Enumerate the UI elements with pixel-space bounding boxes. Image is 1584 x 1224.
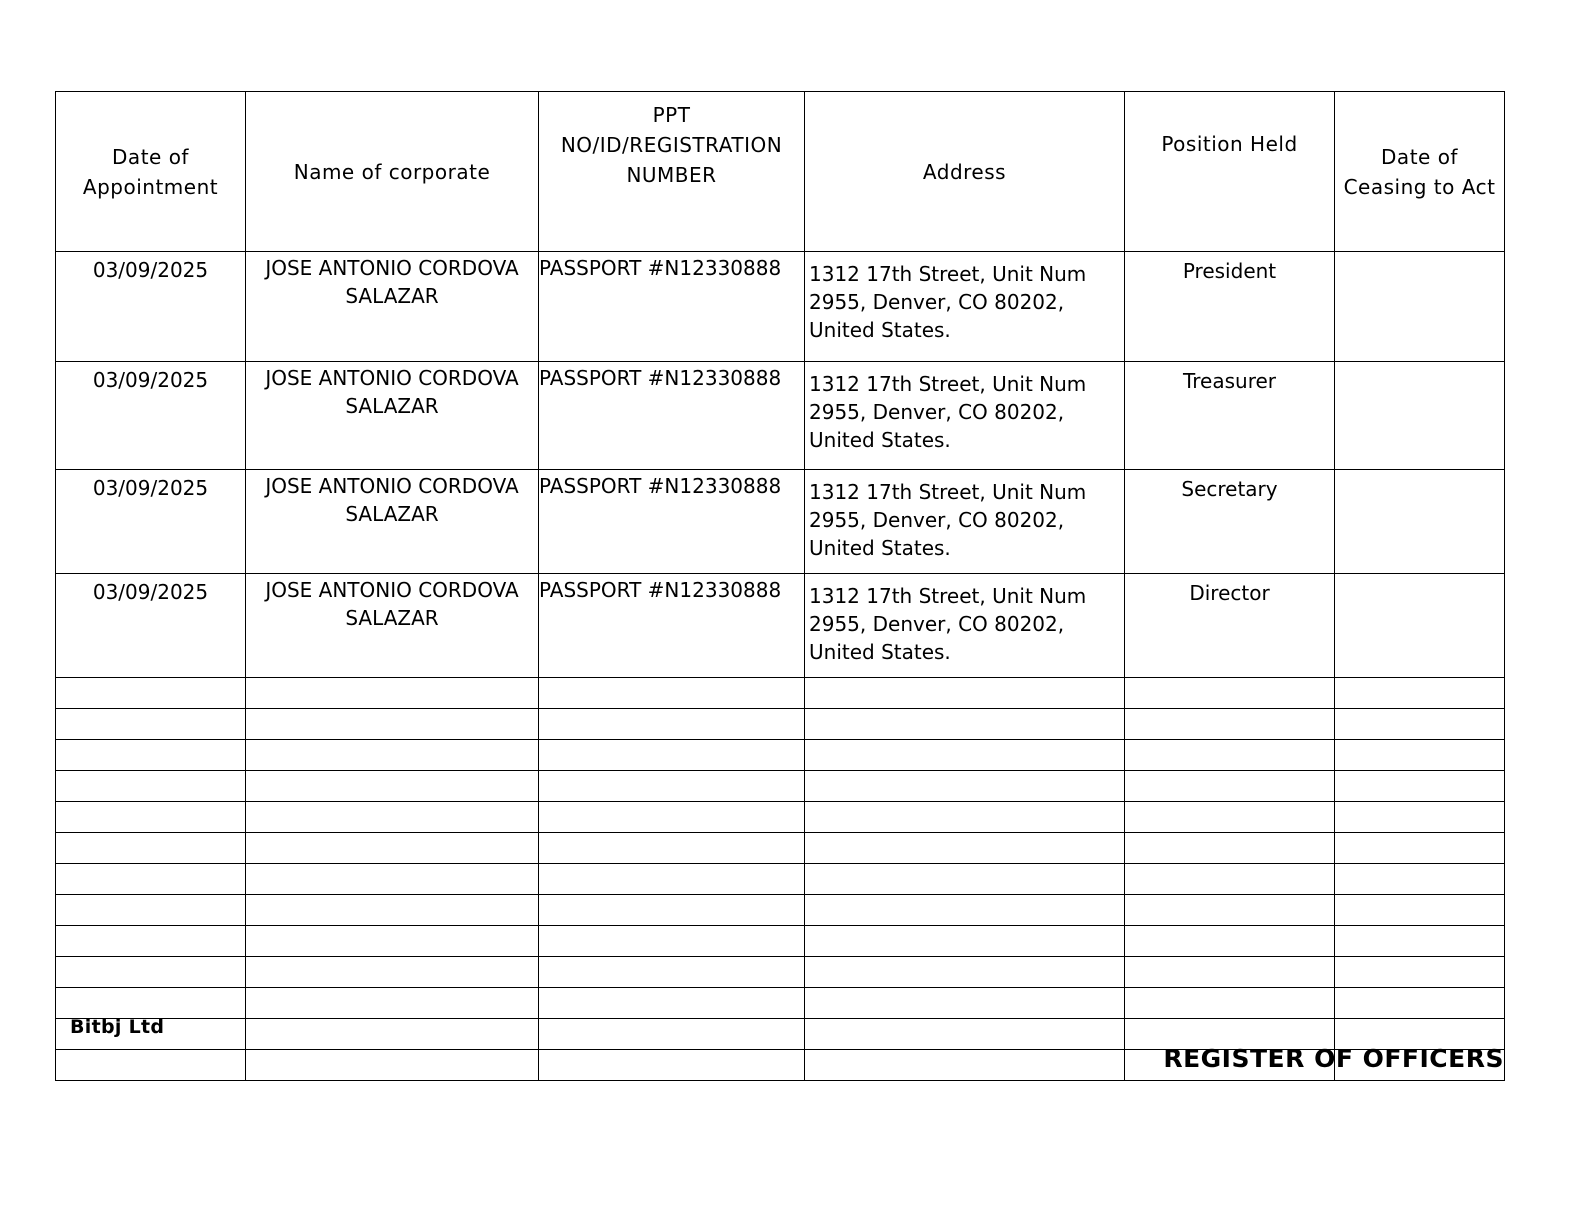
name-of-corporate-cell: JOSE ANTONIO CORDOVA SALAZAR [246, 574, 539, 678]
empty-table-row [56, 957, 1505, 988]
empty-cell [246, 1019, 539, 1050]
empty-cell [805, 771, 1125, 802]
empty-cell [246, 957, 539, 988]
empty-cell [246, 678, 539, 709]
empty-cell [539, 1050, 805, 1081]
date-of-ceasing-cell [1335, 252, 1505, 362]
empty-cell [539, 926, 805, 957]
empty-cell [1125, 709, 1335, 740]
empty-cell [56, 802, 246, 833]
empty-rows-group [56, 678, 1505, 1081]
id-number-cell: PASSPORT #N12330888 [539, 252, 805, 362]
empty-cell [56, 833, 246, 864]
empty-table-row [56, 678, 1505, 709]
empty-cell [539, 864, 805, 895]
empty-cell [246, 864, 539, 895]
header-id-number: PPT NO/ID/REGISTRATION NUMBER [539, 92, 805, 252]
empty-cell [246, 771, 539, 802]
empty-cell [1125, 802, 1335, 833]
empty-table-row [56, 740, 1505, 771]
empty-table-row [56, 771, 1505, 802]
empty-cell [805, 864, 1125, 895]
empty-cell [56, 895, 246, 926]
empty-cell [1335, 709, 1505, 740]
empty-cell [539, 1019, 805, 1050]
empty-cell [1335, 988, 1505, 1019]
date-of-appointment-cell: 03/09/2025 [56, 252, 246, 362]
empty-cell [1125, 771, 1335, 802]
empty-cell [1335, 833, 1505, 864]
header-date-of-ceasing: Date of Ceasing to Act [1335, 92, 1505, 252]
empty-cell [56, 678, 246, 709]
empty-cell [539, 833, 805, 864]
empty-cell [1125, 988, 1335, 1019]
empty-cell [805, 802, 1125, 833]
empty-cell [1125, 678, 1335, 709]
empty-cell [56, 771, 246, 802]
empty-cell [246, 926, 539, 957]
header-name-of-corporate: Name of corporate [246, 92, 539, 252]
name-of-corporate-cell: JOSE ANTONIO CORDOVA SALAZAR [246, 252, 539, 362]
table-row [56, 574, 1505, 678]
empty-cell [1125, 895, 1335, 926]
table-header-row [56, 92, 1505, 252]
empty-cell [539, 957, 805, 988]
empty-cell [539, 678, 805, 709]
empty-cell [246, 802, 539, 833]
position-held-cell: Secretary [1125, 470, 1335, 574]
position-held-cell: President [1125, 252, 1335, 362]
empty-cell [805, 1050, 1125, 1081]
date-of-appointment-cell: 03/09/2025 [56, 574, 246, 678]
empty-cell [539, 802, 805, 833]
empty-cell [1335, 740, 1505, 771]
empty-cell [805, 740, 1125, 771]
empty-cell [539, 709, 805, 740]
empty-cell [1125, 833, 1335, 864]
empty-cell [539, 895, 805, 926]
empty-cell [539, 771, 805, 802]
empty-cell [805, 957, 1125, 988]
empty-cell [246, 833, 539, 864]
address-cell: 1312 17th Street, Unit Num 2955, Denver, CO 80202, United States. [805, 574, 1125, 678]
empty-table-row [56, 895, 1505, 926]
empty-cell [56, 740, 246, 771]
empty-cell [1335, 926, 1505, 957]
empty-cell [1335, 957, 1505, 988]
position-held-cell: Director [1125, 574, 1335, 678]
empty-cell [539, 988, 805, 1019]
empty-cell [805, 926, 1125, 957]
empty-table-row [56, 709, 1505, 740]
id-number-cell: PASSPORT #N12330888 [539, 574, 805, 678]
id-number-cell: PASSPORT #N12330888 [539, 362, 805, 470]
date-of-ceasing-cell [1335, 574, 1505, 678]
empty-cell [805, 678, 1125, 709]
empty-cell [246, 709, 539, 740]
empty-table-row [56, 802, 1505, 833]
empty-cell [56, 709, 246, 740]
empty-cell [539, 740, 805, 771]
empty-table-row [56, 864, 1505, 895]
header-date-of-appointment: Date of Appointment [56, 92, 246, 252]
empty-cell [246, 988, 539, 1019]
empty-cell [1125, 740, 1335, 771]
empty-cell [1335, 802, 1505, 833]
address-cell: 1312 17th Street, Unit Num 2955, Denver, CO 80202, United States. [805, 362, 1125, 470]
date-of-ceasing-cell [1335, 470, 1505, 574]
empty-cell [56, 864, 246, 895]
register-title: REGISTER OF OFFICERS [1163, 1044, 1504, 1073]
empty-cell [56, 926, 246, 957]
empty-cell [1335, 678, 1505, 709]
name-of-corporate-cell: JOSE ANTONIO CORDOVA SALAZAR [246, 362, 539, 470]
empty-cell [1335, 895, 1505, 926]
empty-cell [805, 895, 1125, 926]
empty-cell [1125, 957, 1335, 988]
date-of-appointment-cell: 03/09/2025 [56, 362, 246, 470]
empty-table-row [56, 833, 1505, 864]
address-cell: 1312 17th Street, Unit Num 2955, Denver, CO 80202, United States. [805, 252, 1125, 362]
table-row [56, 252, 1505, 362]
empty-cell [246, 895, 539, 926]
empty-cell [56, 957, 246, 988]
date-of-appointment-cell: 03/09/2025 [56, 470, 246, 574]
empty-cell [805, 833, 1125, 864]
empty-table-row [56, 926, 1505, 957]
company-name: Bitbj Ltd [70, 1016, 165, 1038]
empty-cell [246, 740, 539, 771]
empty-cell [805, 709, 1125, 740]
empty-cell [1335, 864, 1505, 895]
table-row [56, 470, 1505, 574]
header-position-held: Position Held [1125, 92, 1335, 252]
position-held-cell: Treasurer [1125, 362, 1335, 470]
empty-table-row [56, 988, 1505, 1019]
date-of-ceasing-cell [1335, 362, 1505, 470]
empty-cell [1125, 926, 1335, 957]
name-of-corporate-cell: JOSE ANTONIO CORDOVA SALAZAR [246, 470, 539, 574]
officers-register-table [55, 91, 1505, 1081]
id-number-cell: PASSPORT #N12330888 [539, 470, 805, 574]
header-address: Address [805, 92, 1125, 252]
address-cell: 1312 17th Street, Unit Num 2955, Denver, CO 80202, United States. [805, 470, 1125, 574]
empty-cell [56, 988, 246, 1019]
empty-cell [1125, 864, 1335, 895]
empty-cell [56, 1050, 246, 1081]
empty-cell [805, 988, 1125, 1019]
table-row [56, 362, 1505, 470]
empty-cell [805, 1019, 1125, 1050]
empty-cell [1335, 771, 1505, 802]
empty-cell [246, 1050, 539, 1081]
